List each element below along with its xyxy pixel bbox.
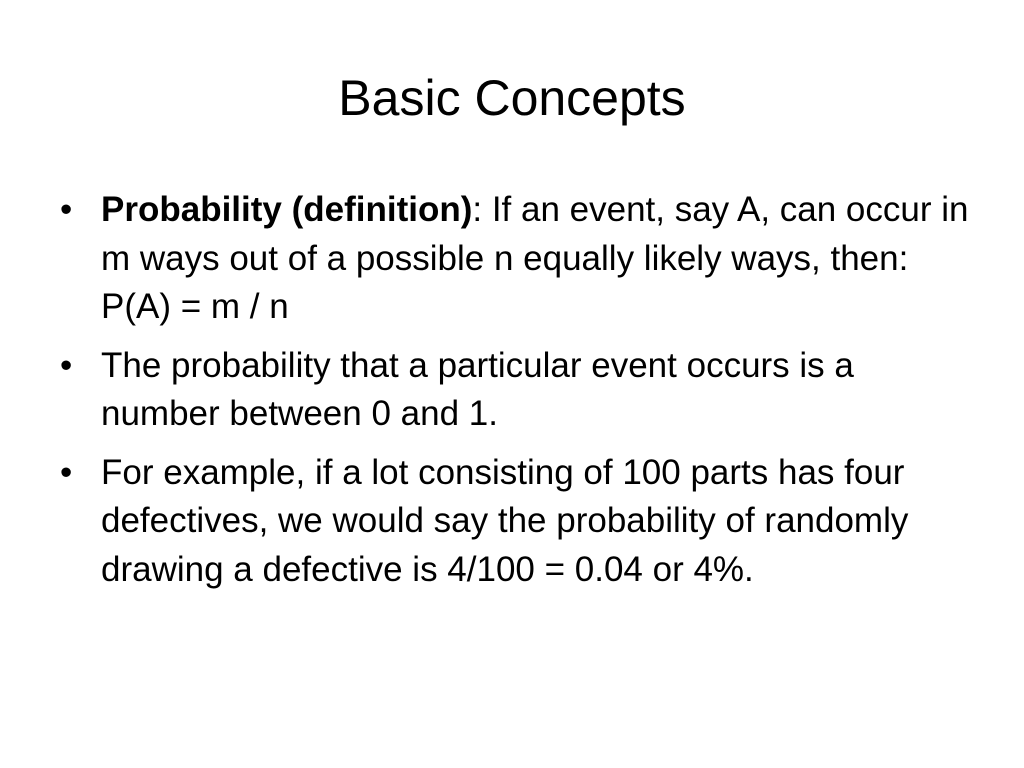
bullet-text: The probability that a particular event occurs is a number between 0 and 1. [101,345,854,433]
bullet-item-definition [60,186,970,332]
bullet-list [60,186,970,604]
slide-title: Basic Concepts [338,70,686,126]
bullet-text: For example, if a lot consisting of 100 parts has four defectives, we would say the probability of randomly drawing a defective is 4/100 = 0.04 or 4%. [101,452,909,589]
bullet-marker: • [60,190,73,229]
bullet-marker: • [60,452,73,492]
bullet-bold-term: Probability (definition) [101,190,473,229]
bullet-text: : If an event, say A, can occur in m ways out of a possible n equally likely ways, then: P(A) = m / n [101,190,969,326]
bullet-marker: • [60,345,73,385]
bullet-item-range [60,342,970,439]
bullet-item-example [60,449,970,595]
